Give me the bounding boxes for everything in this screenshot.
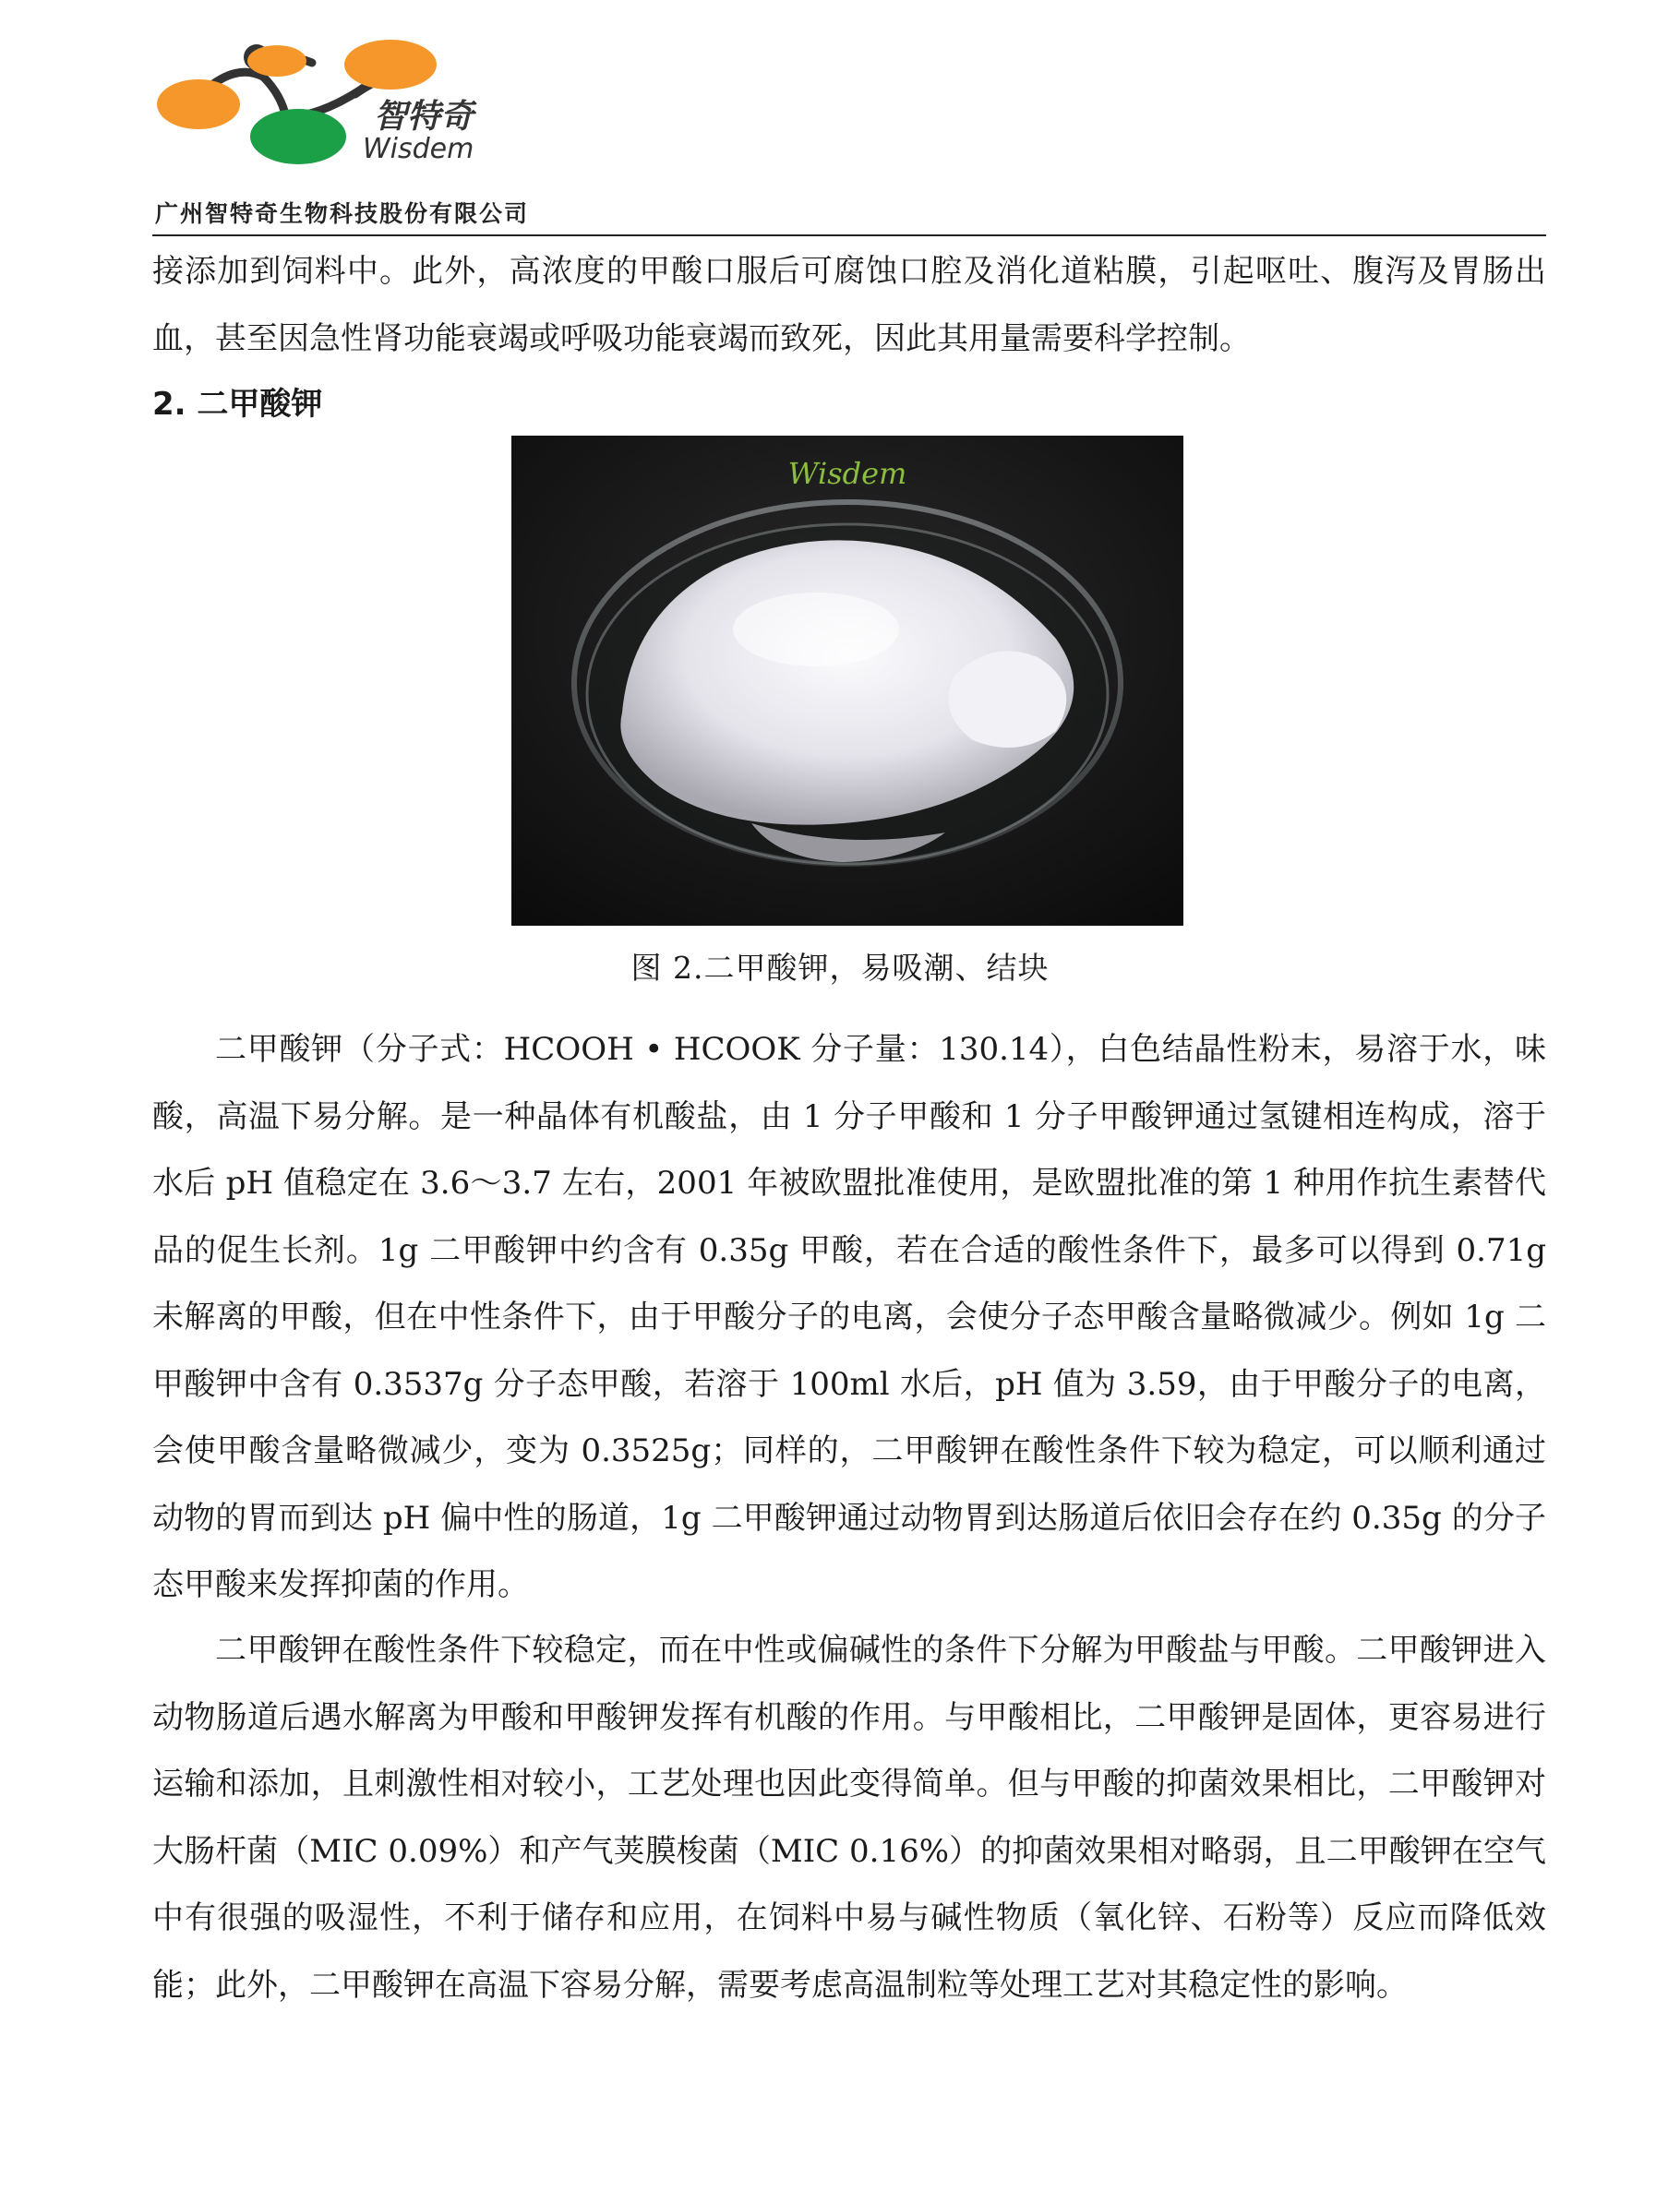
figure-caption: 图 2.二甲酸钾，易吸潮、结块 <box>630 950 1050 986</box>
section-heading: 2. 二甲酸钾 <box>152 386 323 423</box>
company-name: 广州智特奇生物科技股份有限公司 <box>155 200 530 227</box>
potassium-diformate-photo <box>511 436 1183 926</box>
header-divider <box>152 234 1546 236</box>
logo-text-cn: 智特奇 <box>374 98 474 136</box>
company-logo <box>148 26 535 164</box>
paragraph-properties: 二甲酸钾（分子式：HCOOH • HCOOK 分子量：130.14），白色结晶性粉末，易溶于水，味酸，高温下易分解。是一种晶体有机酸盐，由 1 分子甲酸和 1 分子甲酸钾通过氢键相连构成，溶于水后 pH 值稳定在 3.6～3.7 左右，2001 年被欧盟批准使用，是欧盟批准的第 1 种用作抗生素替代品的促生长剂。1g 二甲酸钾中约含有 0.35g 甲酸，若在合适的酸性条件下，最多可以得到 0.71g 未解离的甲酸，但在中性条件下，由于甲酸分子的电离，会使分子态甲酸含量略微减少。例如 1g 二甲酸钾中含有 0.3537g 分子态甲酸，若溶于 100ml 水后，pH 值为 3.59，由于甲酸分子的电离，会使甲酸含量略微减少，变为 0.3525g；同样的，二甲酸钾在酸性条件下较为稳定，可以顺利通过动物的胃而到达 pH 偏中性的肠道，1g 二甲酸钾通过动物胃到达肠道后依旧会存在约 0.35g 的分子态甲酸来发挥抑菌的作用。 <box>152 1031 1546 1603</box>
logo-text-en: Wisdem <box>363 133 474 164</box>
continuation-paragraph: 接添加到饲料中。此外，高浓度的甲酸口服后可腐蚀口腔及消化道粘膜，引起呕吐、腹泻及胃肠出血，甚至因急性肾功能衰竭或呼吸功能衰竭而致死，因此其用量需要科学控制。 <box>152 253 1546 357</box>
paragraph-stability: 二甲酸钾在酸性条件下较稳定，而在中性或偏碱性的条件下分解为甲酸盐与甲酸。二甲酸钾进入动物肠道后遇水解离为甲酸和甲酸钾发挥有机酸的作用。与甲酸相比，二甲酸钾是固体，更容易进行运输和添加，且刺激性相对较小，工艺处理也因此变得简单。但与甲酸的抑菌效果相比，二甲酸钾对大肠杆菌（MIC 0.09%）和产气荚膜梭菌（MIC 0.16%）的抑菌效果相对略弱，且二甲酸钾在空气中有很强的吸湿性，不利于储存和应用，在饲料中易与碱性物质（氧化锌、石粉等）反应而降低效能；此外，二甲酸钾在高温下容易分解，需要考虑高温制粒等处理工艺对其稳定性的影响。 <box>152 1632 1546 2004</box>
photo-watermark: Wisdem <box>787 456 907 491</box>
